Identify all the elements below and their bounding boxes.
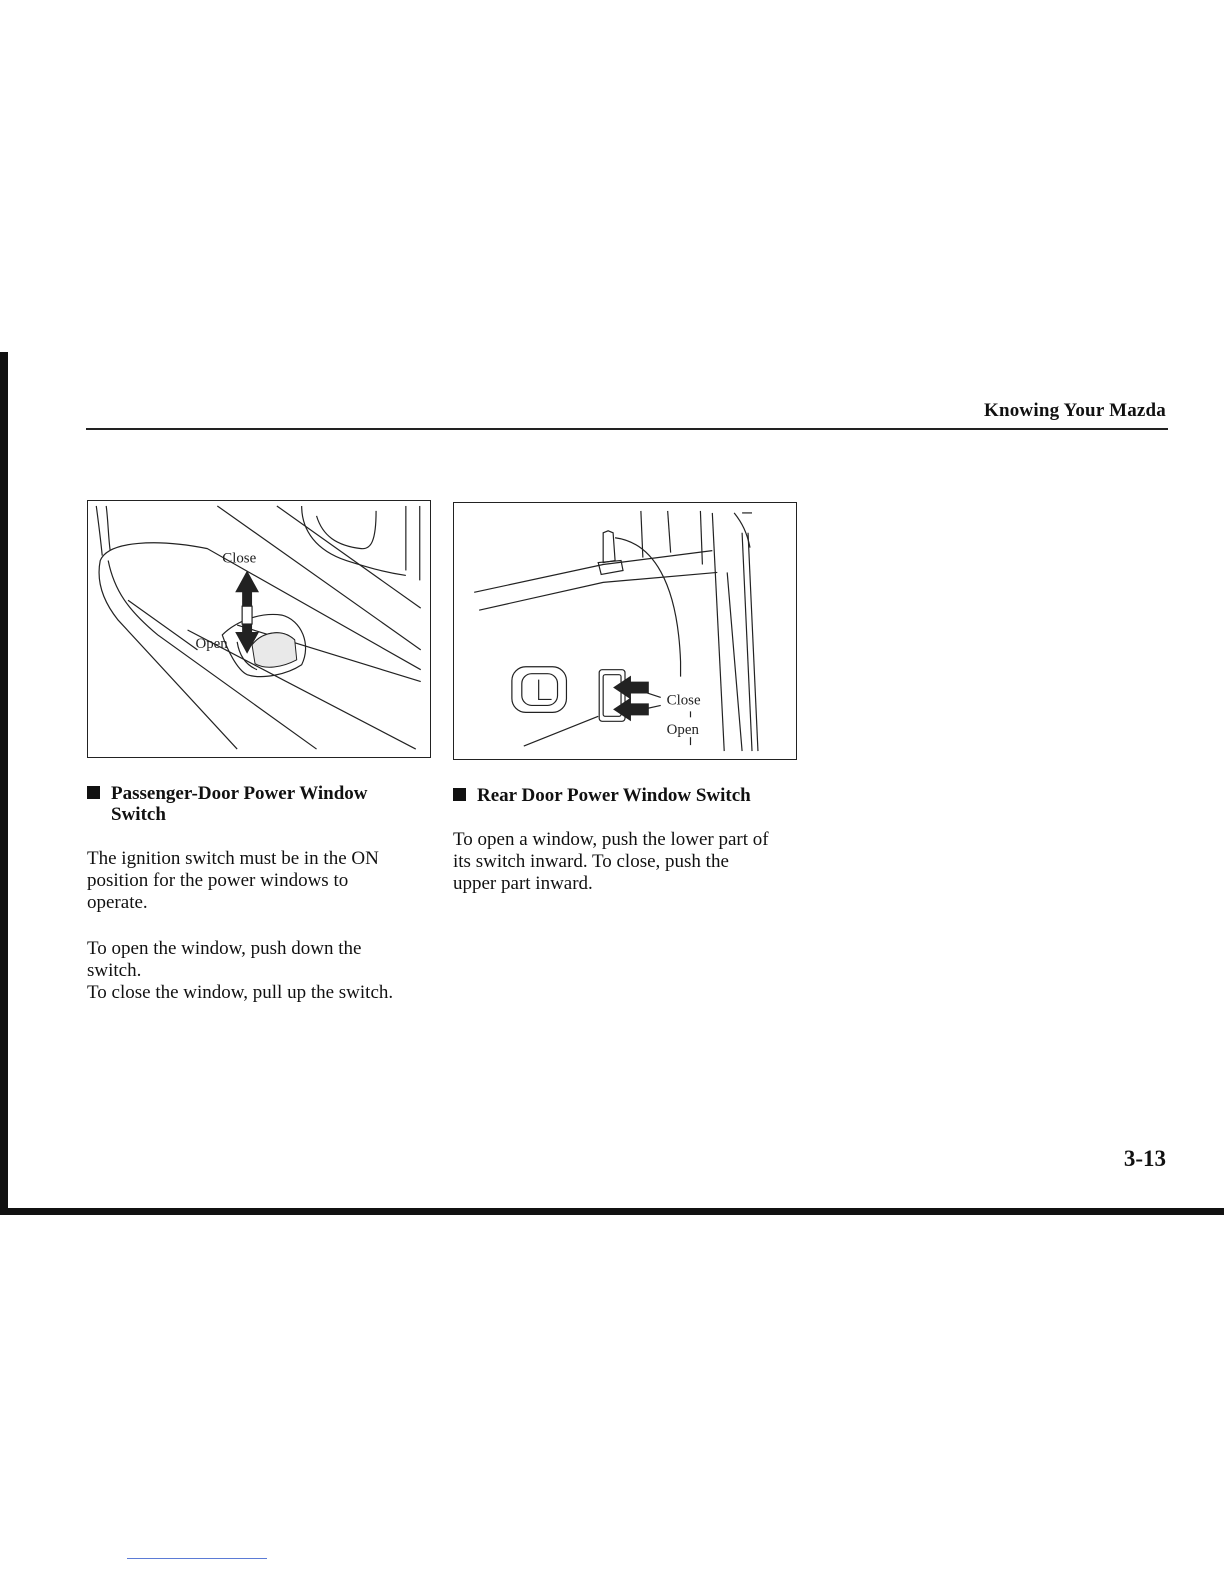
heading-line: Passenger-Door Power Window [111, 783, 368, 804]
rear-section-heading [453, 785, 793, 806]
passenger-section-heading [87, 783, 417, 825]
text-line: To close the window, pull up the switch. [87, 982, 394, 1003]
close-open-push-arrow-icon [613, 676, 649, 722]
text-line: switch. [87, 960, 142, 981]
text-line: position for the power windows to [87, 870, 349, 891]
rear-instructions-paragraph [453, 829, 798, 895]
bottom-edge-bar [0, 1208, 1224, 1215]
running-title: Knowing Your Mazda [983, 400, 1166, 421]
bullet-square-icon [453, 788, 466, 801]
text-line: upper part inward. [453, 873, 593, 894]
rear-door-illustration [454, 503, 796, 759]
binding-edge-bar [0, 352, 8, 1214]
heading-line: Switch [111, 804, 166, 825]
text-line: To open the window, push down the [87, 938, 362, 959]
header-rule [86, 428, 1168, 430]
open-label: Open [195, 635, 228, 652]
text-line: its switch inward. To close, push the [453, 851, 729, 872]
rear-door-switch-figure [453, 502, 797, 760]
page-number: 3-13 [1123, 1146, 1166, 1171]
text-line: The ignition switch must be in the ON [87, 848, 379, 869]
bottom-underline-mark [127, 1558, 267, 1559]
heading-line: Rear Door Power Window Switch [477, 785, 751, 806]
text-line: operate. [87, 892, 148, 913]
passenger-door-switch-figure [87, 500, 431, 758]
close-label: Close [666, 692, 701, 709]
open-label: Open [666, 722, 699, 739]
close-label: Close [222, 550, 257, 567]
bullet-square-icon [87, 786, 100, 799]
passenger-door-illustration [88, 501, 430, 757]
passenger-instructions-paragraph [87, 938, 432, 1004]
text-line: To open a window, push the lower part of [453, 829, 769, 850]
passenger-ignition-paragraph [87, 848, 427, 914]
